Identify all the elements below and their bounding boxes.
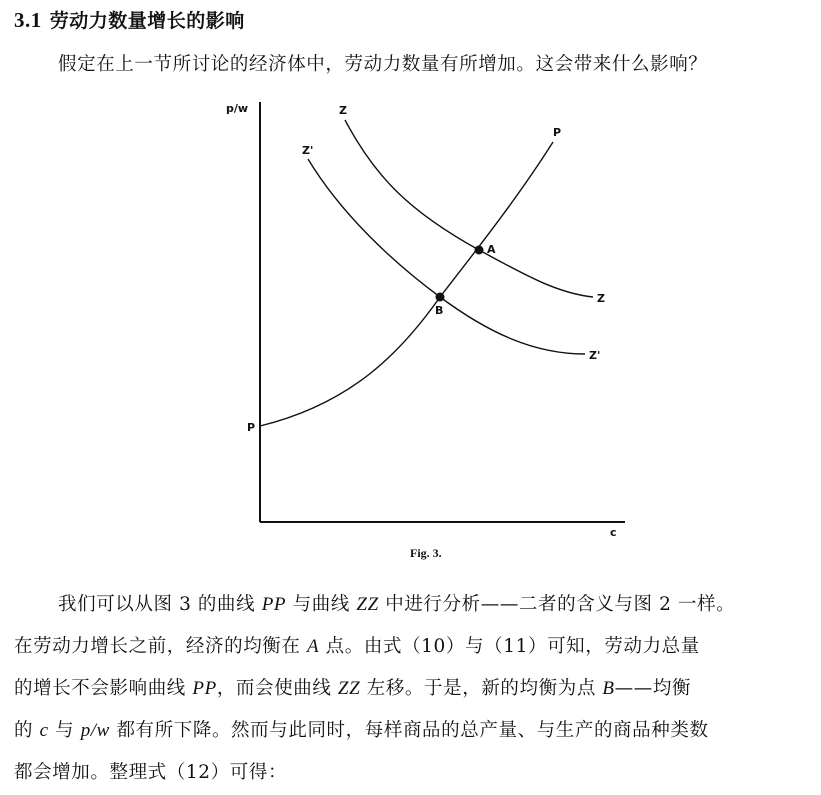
text-run: 左移。于是，新的均衡为点	[360, 678, 603, 699]
point-b	[436, 293, 445, 302]
paragraph-line	[14, 626, 814, 668]
label-z-prime-start: Z'	[302, 144, 314, 157]
math-symbol: A	[306, 636, 320, 657]
text-run: 都会增加。整理式（12）可得：	[14, 762, 288, 783]
text-run: 与	[48, 720, 81, 741]
label-zz-end: Z	[597, 292, 605, 305]
section-heading	[14, 6, 245, 33]
curve-pp	[260, 142, 553, 426]
x-axis-label: c	[610, 526, 617, 539]
text-run: 与曲线	[286, 594, 357, 615]
figure-3	[0, 92, 821, 547]
text-run: 中进行分析——二者的含义与图 2 一样。	[378, 594, 736, 615]
section-number: 3.1	[14, 8, 42, 32]
section-title: 劳动力数量增长的影响	[49, 10, 245, 32]
label-pp-end: P	[553, 126, 562, 139]
math-symbol: ZZ	[356, 594, 379, 615]
point-a	[475, 246, 484, 255]
text-run: 我们可以从图 3 的曲线	[58, 594, 262, 615]
text-run: 的	[14, 720, 40, 741]
math-symbol: c	[39, 720, 49, 741]
text-run: 在劳动力增长之前，经济的均衡在	[14, 636, 307, 657]
label-zz-start: Z	[339, 104, 347, 117]
curve-zz	[345, 120, 593, 297]
label-z-prime-end: Z'	[589, 349, 601, 362]
intro-paragraph: 假定在上一节所讨论的经济体中，劳动力数量有所增加。这会带来什么影响？	[58, 54, 708, 75]
paragraph-line	[14, 710, 814, 752]
text-run: 都有所下降。然而与此同时，每样商品的总产量、与生产的商品种类数	[109, 720, 709, 741]
math-symbol: PP	[192, 678, 217, 699]
label-pp-start: P	[247, 421, 256, 434]
label-point-a: A	[487, 243, 496, 256]
text-run: 的增长不会影响曲线	[14, 678, 193, 699]
math-symbol: PP	[261, 594, 287, 615]
paragraph-line	[14, 752, 814, 794]
text-run: ，而会使曲线	[216, 678, 338, 699]
curve-z-prime	[308, 159, 585, 354]
figure-caption: Fig. 3.	[410, 546, 442, 560]
paragraph-line	[14, 584, 814, 626]
label-point-b: B	[435, 304, 444, 317]
math-symbol: ZZ	[337, 678, 361, 699]
text-run: ——均衡	[614, 678, 692, 699]
paragraph-line	[14, 668, 814, 710]
y-axis-label: p/w	[226, 102, 249, 115]
text-run: 点。由式（10）与（11）可知，劳动力总量	[319, 636, 700, 657]
math-symbol: B	[602, 678, 615, 699]
math-symbol: p/w	[80, 720, 110, 741]
body-paragraph	[14, 584, 814, 794]
